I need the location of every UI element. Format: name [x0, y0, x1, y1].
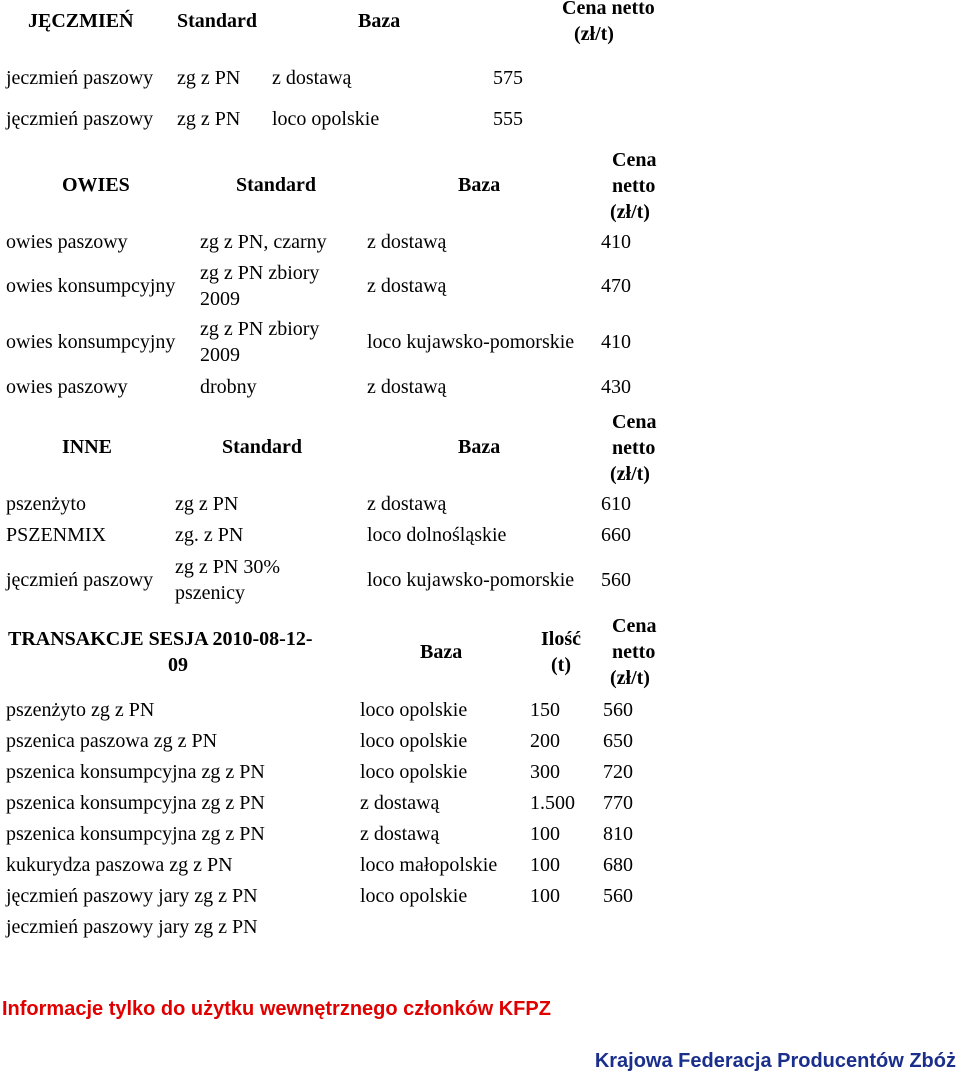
- cell-baza: z dostawą: [360, 823, 440, 845]
- cell-name: jeczmień paszowy jary zg z PN: [6, 916, 258, 938]
- cell-qty: 200: [530, 730, 560, 752]
- cell-price: 470: [601, 275, 631, 297]
- header-netto: netto: [612, 175, 656, 197]
- cell-standard: zg z PN, czarny: [200, 231, 327, 253]
- cell-baza: loco opolskie: [272, 108, 380, 130]
- header-baza: Baza: [420, 641, 463, 663]
- cell-price: 660: [601, 524, 631, 546]
- header-cena: Cena: [612, 149, 657, 171]
- cell-name: owies konsumpcyjny: [6, 275, 176, 297]
- header-title-line1: TRANSAKCJE SESJA 2010-08-12-: [8, 628, 313, 650]
- cell-name: owies paszowy: [6, 231, 128, 253]
- cell-name: pszenica konsumpcyjna zg z PN: [6, 761, 265, 783]
- cell-qty: 100: [530, 823, 560, 845]
- cell-name: owies konsumpcyjny: [6, 331, 176, 353]
- cell-price: 410: [601, 331, 631, 353]
- cell-baza: loco opolskie: [360, 730, 468, 752]
- cell-name: pszenica paszowa zg z PN: [6, 730, 218, 752]
- header-category-owies: OWIES: [62, 174, 130, 196]
- footer-organization: Krajowa Federacja Producentów Zbóż: [594, 1050, 956, 1072]
- cell-price: 650: [603, 730, 633, 752]
- cell-name: pszenica konsumpcyjna zg z PN: [6, 823, 265, 845]
- cell-name: pszenżyto zg z PN: [6, 699, 155, 721]
- cell-price: 810: [603, 823, 633, 845]
- cell-baza: z dostawą: [272, 67, 352, 89]
- cell-price: 560: [601, 569, 631, 591]
- cell-qty: 300: [530, 761, 560, 783]
- cell-price: 410: [601, 231, 631, 253]
- cell-standard: drobny: [200, 376, 257, 398]
- cell-baza: z dostawą: [367, 275, 447, 297]
- cell-baza: loco opolskie: [360, 885, 468, 907]
- cell-baza: loco opolskie: [360, 761, 468, 783]
- header-category-jeczmien: JĘCZMIEŃ: [28, 10, 134, 32]
- cell-qty: 100: [530, 854, 560, 876]
- cell-name: jęczmień paszowy: [6, 108, 154, 130]
- header-baza: Baza: [458, 436, 501, 458]
- cell-baza: loco opolskie: [360, 699, 468, 721]
- cell-baza: z dostawą: [367, 376, 447, 398]
- cell-standard-line2: 2009: [200, 288, 240, 310]
- header-cena-unit: (zł/t): [610, 463, 650, 485]
- cell-standard: zg z PN: [177, 67, 241, 89]
- header-baza: Baza: [358, 10, 401, 32]
- cell-baza: z dostawą: [367, 231, 447, 253]
- cell-name: kukurydza paszowa zg z PN: [6, 854, 233, 876]
- cell-name: owies paszowy: [6, 376, 128, 398]
- cell-standard: zg. z PN: [175, 524, 244, 546]
- header-cena-unit: (zł/t): [610, 201, 650, 223]
- cell-baza: loco małopolskie: [360, 854, 498, 876]
- header-netto: netto: [612, 437, 656, 459]
- cell-baza: loco kujawsko-pomorskie: [367, 331, 575, 353]
- cell-name: pszenica konsumpcyjna zg z PN: [6, 792, 265, 814]
- cell-price: 560: [603, 699, 633, 721]
- header-cena-unit: (zł/t): [610, 667, 650, 689]
- cell-name: pszenżyto: [6, 493, 86, 515]
- header-ilosc-unit: (t): [551, 654, 571, 676]
- cell-standard: zg z PN: [177, 108, 241, 130]
- cell-standard-line1: zg z PN zbiory: [200, 318, 320, 340]
- header-standard: Standard: [222, 436, 303, 458]
- cell-qty: 1.500: [530, 792, 575, 814]
- cell-qty: 150: [530, 699, 560, 721]
- header-cena-netto: Cena netto: [562, 0, 655, 19]
- header-ilosc: Ilość: [541, 628, 581, 650]
- cell-name: jęczmień paszowy jary zg z PN: [6, 885, 258, 907]
- cell-standard-line1: zg z PN 30%: [175, 556, 280, 578]
- cell-name: PSZENMIX: [6, 524, 107, 546]
- cell-price: 680: [603, 854, 633, 876]
- cell-price: 555: [493, 108, 523, 130]
- header-cena: Cena: [612, 411, 657, 433]
- header-baza: Baza: [458, 174, 501, 196]
- header-standard: Standard: [177, 10, 258, 32]
- cell-price: 575: [493, 67, 523, 89]
- cell-price: 610: [601, 493, 631, 515]
- header-netto: netto: [612, 641, 656, 663]
- cell-price: 720: [603, 761, 633, 783]
- cell-baza: loco dolnośląskie: [367, 524, 507, 546]
- cell-price: 430: [601, 376, 631, 398]
- cell-name: jeczmień paszowy: [6, 67, 154, 89]
- cell-qty: 100: [530, 885, 560, 907]
- cell-standard: zg z PN: [175, 493, 239, 515]
- header-standard: Standard: [236, 174, 317, 196]
- cell-baza: loco kujawsko-pomorskie: [367, 569, 575, 591]
- cell-price: 770: [603, 792, 633, 814]
- cell-price: 560: [603, 885, 633, 907]
- header-cena-unit: (zł/t): [574, 23, 614, 45]
- header-title-line2: 09: [168, 654, 188, 676]
- cell-standard-line2: 2009: [200, 344, 240, 366]
- header-category-inne: INNE: [62, 436, 113, 458]
- cell-name: jęczmień paszowy: [6, 569, 154, 591]
- cell-baza: z dostawą: [360, 792, 440, 814]
- footer-notice: Informacje tylko do użytku wewnętrznego członków KFPZ: [2, 998, 551, 1020]
- cell-baza: z dostawą: [367, 493, 447, 515]
- header-cena: Cena: [612, 615, 657, 637]
- cell-standard-line1: zg z PN zbiory: [200, 262, 320, 284]
- cell-standard-line2: pszenicy: [175, 582, 245, 604]
